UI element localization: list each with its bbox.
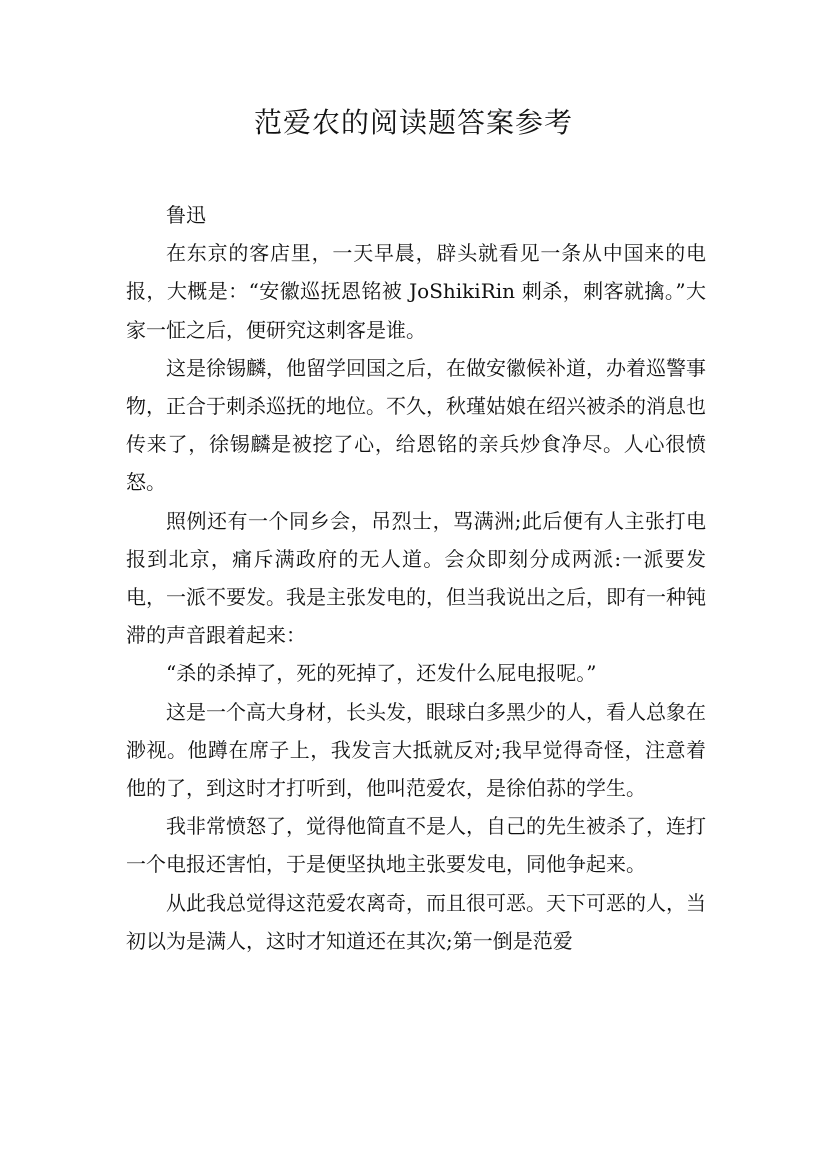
document-body (126, 196, 706, 960)
document-title: 范爱农的阅读题答案参考 (253, 106, 573, 139)
quote-paragraph: “杀的杀掉了，死的死掉了，还发什么屁电报呢。” (166, 661, 597, 686)
author-line: 鲁迅 (166, 203, 206, 227)
paragraph: 从此我总觉得这范爱农离奇，而且很可恶。天下可恶的人，当初以为是满人，这时才知道还在其次;第一倒是范爱 (126, 890, 706, 953)
paragraph: 这是一个高大身材，长头发，眼球白多黑少的人，看人总象在渺视。他蹲在席子上，我发言大抵就反对;我早觉得奇怪，注意着他的了，到这时才打听到，他叫范爱农，是徐伯荪的学生。 (126, 699, 706, 801)
paragraph: 这是徐锡麟，他留学回国之后，在做安徽候补道，办着巡警事物，正合于刺杀巡抚的地位。不久，秋瑾姑娘在绍兴被杀的消息也传来了，徐锡麟是被挖了心，给恩铭的亲兵炒食净尽。人心很愤怒。 (126, 355, 706, 495)
paragraph: 我非常愤怒了，觉得他简直不是人，自己的先生被杀了，连打一个电报还害怕，于是便坚执地主张要发电，同他争起来。 (126, 814, 706, 877)
paragraph: 在东京的客店里，一天早晨，辟头就看见一条从中国来的电报，大概是：“安徽巡抚恩铭被 JoShikiRin 刺杀，刺客就擒。”大家一怔之后，便研究这刺客是谁。 (126, 241, 706, 342)
paragraph: 照例还有一个同乡会，吊烈士，骂满洲;此后便有人主张打电报到北京，痛斥满政府的无人道。会众即刻分成两派:一派要发电，一派不要发。我是主张发电的，但当我说出之后，即有一种钝滞的声音跟着起来： (126, 508, 706, 648)
